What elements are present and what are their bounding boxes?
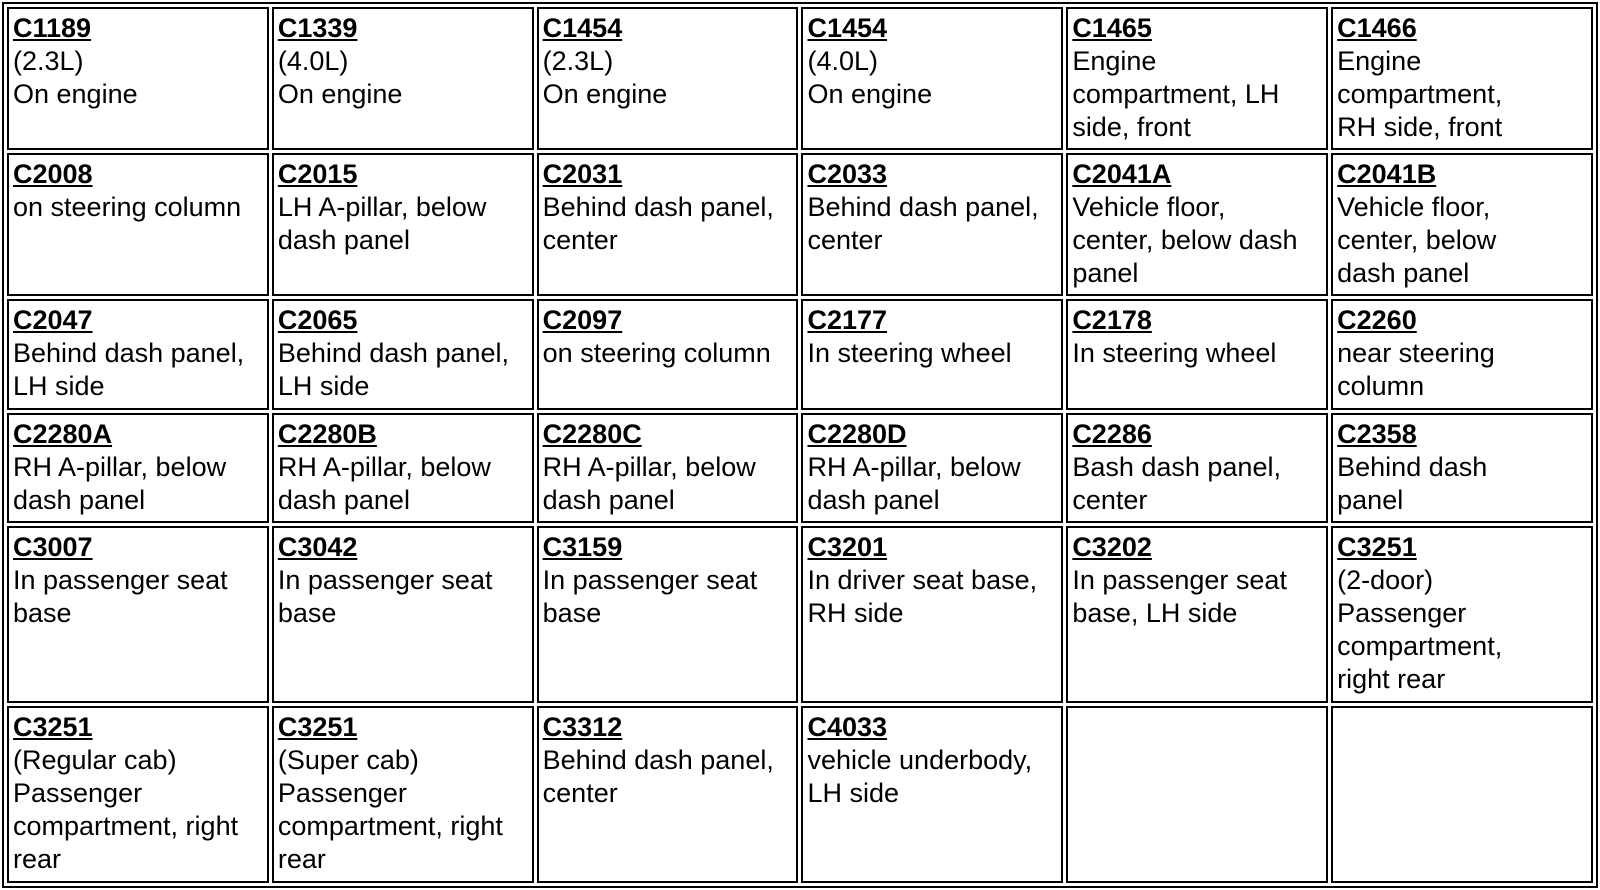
connector-location: near steering column bbox=[1337, 338, 1495, 402]
connector-code[interactable]: C2280C bbox=[542, 418, 642, 449]
connector-code[interactable]: C3251 bbox=[277, 712, 358, 743]
connector-location: (2.3L) On engine bbox=[13, 46, 138, 109]
table-cell bbox=[801, 153, 1063, 296]
table-cell bbox=[1331, 7, 1593, 150]
table-cell bbox=[272, 7, 534, 150]
connector-location: In passenger seat base, LH side bbox=[1072, 565, 1287, 629]
connector-location-table bbox=[4, 4, 1596, 886]
connector-location: (2.3L) On engine bbox=[542, 46, 668, 109]
table-cell bbox=[7, 413, 269, 523]
empty-table-cell bbox=[1066, 706, 1328, 883]
empty-table-cell bbox=[1331, 706, 1593, 883]
table-cell bbox=[1066, 153, 1328, 296]
connector-code[interactable]: C3251 bbox=[1337, 532, 1417, 563]
connector-location-table-frame bbox=[2, 2, 1598, 888]
table-row bbox=[7, 413, 1593, 523]
connector-location: Behind dash panel, LH side bbox=[13, 338, 245, 402]
connector-location: (Super cab) Passenger compartment, right rear bbox=[277, 745, 503, 875]
table-cell bbox=[7, 526, 269, 703]
connector-location: LH A-pillar, below dash panel bbox=[277, 192, 487, 256]
connector-location: Vehicle floor, center, below dash panel bbox=[1072, 192, 1298, 289]
connector-code[interactable]: C2047 bbox=[13, 305, 93, 336]
connector-code[interactable]: C1454 bbox=[542, 13, 623, 43]
table-cell bbox=[801, 299, 1063, 409]
connector-location: on steering column bbox=[542, 338, 771, 369]
connector-code[interactable]: C2015 bbox=[277, 159, 358, 190]
connector-location: Engine compartment, RH side, front bbox=[1337, 46, 1503, 142]
connector-location: (4.0L) On engine bbox=[807, 46, 933, 109]
connector-location: RH A-pillar, below dash panel bbox=[13, 451, 227, 515]
table-cell bbox=[1331, 413, 1593, 523]
connector-code[interactable]: C2280D bbox=[807, 418, 907, 449]
connector-code[interactable]: C4033 bbox=[807, 712, 888, 743]
table-cell bbox=[1066, 7, 1328, 150]
connector-location: Behind dash panel, center bbox=[807, 192, 1039, 256]
table-cell bbox=[801, 706, 1063, 883]
table-row bbox=[7, 7, 1593, 150]
table-cell bbox=[7, 706, 269, 883]
connector-code[interactable]: C1465 bbox=[1072, 13, 1152, 43]
connector-code[interactable]: C2177 bbox=[807, 305, 888, 336]
connector-location: In steering wheel bbox=[807, 338, 1012, 369]
table-row bbox=[7, 706, 1593, 883]
connector-code[interactable]: C2097 bbox=[542, 305, 623, 336]
connector-location: In driver seat base, RH side bbox=[807, 565, 1038, 629]
connector-code[interactable]: C1339 bbox=[277, 13, 358, 43]
connector-location: (4.0L) On engine bbox=[277, 46, 403, 109]
table-cell bbox=[537, 7, 799, 150]
table-cell bbox=[272, 526, 534, 703]
table-cell bbox=[801, 413, 1063, 523]
table-cell bbox=[537, 153, 799, 296]
connector-code[interactable]: C2260 bbox=[1337, 305, 1417, 336]
connector-location: In passenger seat base bbox=[13, 565, 228, 629]
connector-code[interactable]: C1454 bbox=[807, 13, 888, 43]
connector-code[interactable]: C2008 bbox=[13, 159, 93, 190]
connector-location: RH A-pillar, below dash panel bbox=[277, 451, 491, 515]
connector-code[interactable]: C1466 bbox=[1337, 13, 1417, 43]
connector-code[interactable]: C3159 bbox=[542, 532, 623, 563]
table-cell bbox=[801, 7, 1063, 150]
connector-code[interactable]: C1189 bbox=[13, 13, 92, 43]
connector-code[interactable]: C2031 bbox=[542, 159, 623, 190]
connector-location: Engine compartment, LH side, front bbox=[1072, 46, 1280, 142]
table-cell bbox=[7, 7, 269, 150]
table-row bbox=[7, 299, 1593, 409]
connector-location: Behind dash panel bbox=[1337, 451, 1488, 515]
connector-code[interactable]: C2065 bbox=[277, 305, 358, 336]
table-cell bbox=[537, 706, 799, 883]
table-cell bbox=[7, 299, 269, 409]
connector-location: on steering column bbox=[13, 192, 242, 223]
table-cell bbox=[272, 706, 534, 883]
connector-location: In passenger seat base bbox=[542, 565, 758, 629]
table-cell bbox=[1066, 413, 1328, 523]
connector-location: RH A-pillar, below dash panel bbox=[807, 451, 1021, 515]
connector-code[interactable]: C3042 bbox=[277, 532, 358, 563]
connector-code[interactable]: C2033 bbox=[807, 159, 888, 190]
connector-location: vehicle underbody, LH side bbox=[807, 745, 1033, 809]
connector-location: (Regular cab) Passenger compartment, right rear bbox=[13, 745, 239, 875]
connector-code[interactable]: C2280B bbox=[277, 418, 377, 449]
connector-location: Bash dash panel, center bbox=[1072, 451, 1281, 515]
table-cell bbox=[1331, 526, 1593, 703]
connector-code[interactable]: C2041B bbox=[1337, 159, 1437, 190]
table-cell bbox=[272, 299, 534, 409]
table-row bbox=[7, 526, 1593, 703]
connector-code[interactable]: C3312 bbox=[542, 712, 623, 743]
table-cell bbox=[537, 526, 799, 703]
connector-location: Behind dash panel, center bbox=[542, 745, 774, 809]
connector-code[interactable]: C2286 bbox=[1072, 418, 1152, 449]
connector-code[interactable]: C3201 bbox=[807, 532, 888, 563]
connector-location: In passenger seat base bbox=[277, 565, 493, 629]
connector-code[interactable]: C2041A bbox=[1072, 159, 1172, 190]
connector-location: RH A-pillar, below dash panel bbox=[542, 451, 756, 515]
connector-code[interactable]: C2280A bbox=[13, 418, 113, 449]
table-cell bbox=[537, 299, 799, 409]
connector-location: Vehicle floor, center, below dash panel bbox=[1337, 192, 1497, 289]
connector-location: Behind dash panel, LH side bbox=[277, 338, 510, 402]
connector-code[interactable]: C2358 bbox=[1337, 418, 1417, 449]
connector-location: (2-door) Passenger compartment, right rear bbox=[1337, 565, 1503, 695]
table-cell bbox=[1331, 299, 1593, 409]
table-cell bbox=[537, 413, 799, 523]
connector-code[interactable]: C3007 bbox=[13, 532, 93, 563]
connector-location: Behind dash panel, center bbox=[542, 192, 774, 256]
table-cell bbox=[1066, 526, 1328, 703]
connector-code[interactable]: C3202 bbox=[1072, 532, 1152, 563]
table-cell bbox=[1331, 153, 1593, 296]
table-cell bbox=[801, 526, 1063, 703]
table-row bbox=[7, 153, 1593, 296]
table-cell bbox=[272, 413, 534, 523]
table-cell bbox=[1066, 299, 1328, 409]
table-cell bbox=[272, 153, 534, 296]
connector-code[interactable]: C2178 bbox=[1072, 305, 1152, 336]
connector-location: In steering wheel bbox=[1072, 338, 1277, 369]
connector-code[interactable]: C3251 bbox=[13, 712, 93, 743]
table-cell bbox=[7, 153, 269, 296]
